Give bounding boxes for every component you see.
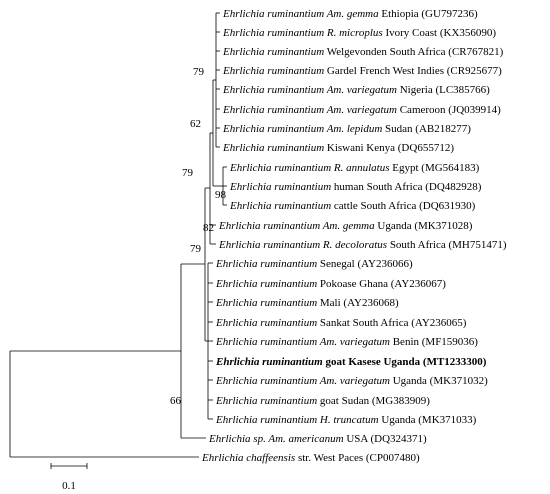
bootstrap-value: 98 bbox=[215, 189, 226, 201]
taxon-label-part: Uganda (MK371033) bbox=[378, 414, 477, 426]
taxon-label bbox=[208, 433, 427, 445]
taxon-label-part: Ehrlichia ruminantium bbox=[230, 181, 332, 193]
taxon-label bbox=[222, 142, 454, 154]
taxon-label-part: str. West Paces (CP007480) bbox=[295, 452, 420, 464]
scale-bar-label: 0.1 bbox=[62, 480, 76, 492]
taxon-label-part: Ehrlichia ruminantium bbox=[223, 84, 325, 96]
taxon-label bbox=[215, 375, 488, 387]
taxon-label-part: Ehrlichia ruminantium bbox=[216, 297, 318, 309]
taxon-label-part: Pokoase Ghana (AY236067) bbox=[317, 278, 446, 290]
taxon-label bbox=[222, 46, 504, 58]
taxon-label-part: Ehrlichia ruminantium bbox=[216, 414, 318, 426]
taxon-label-part: Ehrlichia ruminantium bbox=[223, 8, 325, 20]
taxon-label-part: Sankat South Africa (AY236065) bbox=[317, 317, 467, 329]
taxon-label-part: Am. variegatum bbox=[317, 375, 390, 387]
taxon-label-part: goat Kasese Uganda (MT1233300) bbox=[322, 356, 487, 368]
taxon-label-part: Ehrlichia ruminantium bbox=[223, 65, 325, 77]
taxon-label-part: R. microplus bbox=[324, 27, 383, 39]
taxon-label-part: Ehrlichia sp. bbox=[209, 433, 266, 445]
taxon-label-part: R. decoloratus bbox=[320, 239, 388, 251]
taxon-label-part: Ehrlichia ruminantium bbox=[223, 123, 325, 135]
taxon-label-part: Mali (AY236068) bbox=[317, 297, 399, 309]
taxon-label-part: Ehrlichia ruminantium bbox=[223, 104, 325, 116]
taxon-label-part: cattle South Africa (DQ631930) bbox=[331, 200, 476, 212]
taxon-label-part: Am. americanum bbox=[265, 433, 344, 445]
taxon-label bbox=[215, 395, 430, 407]
taxon-label bbox=[222, 123, 471, 135]
taxon-label bbox=[215, 356, 487, 368]
taxon-label-part: Ehrlichia ruminantium bbox=[216, 375, 318, 387]
taxon-label bbox=[215, 317, 467, 329]
taxon-label bbox=[215, 414, 477, 426]
taxon-label-part: USA (DQ324371) bbox=[343, 433, 427, 445]
taxon-label-part: South Africa (MH751471) bbox=[387, 239, 507, 251]
taxon-label bbox=[215, 336, 478, 348]
taxon-label-part: R. annulatus bbox=[331, 162, 390, 174]
bootstrap-value: 79 bbox=[190, 243, 201, 255]
bootstrap-value: 66 bbox=[170, 395, 181, 407]
taxon-label-part: Ehrlichia ruminantium bbox=[216, 395, 318, 407]
taxon-label-part: Ehrlichia ruminantium bbox=[230, 162, 332, 174]
taxon-labels bbox=[201, 8, 507, 464]
taxon-label-part: Am. gemma bbox=[324, 8, 379, 20]
taxon-label bbox=[201, 452, 420, 464]
taxon-label-part: Benin (MF159036) bbox=[389, 336, 478, 348]
taxon-label-part: Ivory Coast (KX356090) bbox=[382, 27, 497, 39]
taxon-label-part: Kiswani Kenya (DQ655712) bbox=[324, 142, 454, 154]
taxon-label-part: Ehrlichia ruminantium bbox=[223, 46, 325, 58]
taxon-label bbox=[215, 258, 413, 270]
taxon-label bbox=[222, 65, 502, 77]
taxon-label-part: Nigeria (LC385766) bbox=[396, 84, 490, 96]
taxon-label-part: Welgevonden South Africa (CR767821) bbox=[324, 46, 504, 58]
taxon-label-part: Ehrlichia ruminantium bbox=[216, 278, 318, 290]
taxon-label bbox=[222, 84, 490, 96]
taxon-label-part: Am. variegatum bbox=[317, 336, 390, 348]
taxon-label-part: Ehrlichia ruminantium bbox=[223, 27, 325, 39]
taxon-label-part: Egypt (MG564183) bbox=[389, 162, 480, 174]
taxon-label-part: Am. gemma bbox=[320, 220, 375, 232]
taxon-label-part: Ehrlichia ruminantium bbox=[223, 142, 325, 154]
taxon-label-part: Ehrlichia ruminantium bbox=[230, 200, 332, 212]
taxon-label-part: Ehrlichia ruminantium bbox=[216, 336, 318, 348]
taxon-label-part: Am. lepidum bbox=[324, 123, 383, 135]
taxon-label-part: Uganda (MK371032) bbox=[389, 375, 488, 387]
taxon-label-part: human South Africa (DQ482928) bbox=[331, 181, 482, 193]
taxon-label bbox=[222, 8, 478, 20]
taxon-label-part: Am. variegatum bbox=[324, 84, 397, 96]
taxon-label-part: Ethiopia (GU797236) bbox=[378, 8, 478, 20]
taxon-label-part: Ehrlichia chaffeensis bbox=[202, 452, 296, 464]
taxon-label-part: Ehrlichia ruminantium bbox=[216, 317, 318, 329]
taxon-label bbox=[215, 278, 446, 290]
taxon-label-part: Ehrlichia ruminantium bbox=[216, 356, 323, 368]
taxon-label-part: Gardel French West Indies (CR925677) bbox=[324, 65, 502, 77]
taxon-label bbox=[218, 239, 507, 251]
taxon-label bbox=[222, 104, 501, 116]
taxon-label bbox=[218, 220, 473, 232]
taxon-label bbox=[229, 162, 480, 174]
bootstrap-value: 79 bbox=[193, 66, 204, 78]
taxon-label bbox=[222, 27, 496, 39]
taxon-label-part: Ehrlichia ruminantium bbox=[219, 239, 321, 251]
taxon-label-part: Ehrlichia ruminantium bbox=[219, 220, 321, 232]
taxon-label-part: H. truncatum bbox=[317, 414, 379, 426]
taxon-label-part: Senegal (AY236066) bbox=[317, 258, 413, 270]
taxon-label-part: goat Sudan (MG383909) bbox=[317, 395, 430, 407]
tree-branches bbox=[10, 13, 227, 457]
taxon-label-part: Am. variegatum bbox=[324, 104, 397, 116]
bootstrap-value: 79 bbox=[182, 167, 193, 179]
bootstrap-value: 62 bbox=[190, 118, 201, 130]
taxon-label bbox=[215, 297, 399, 309]
taxon-label bbox=[229, 200, 476, 212]
taxon-label-part: Cameroon (JQ039914) bbox=[396, 104, 501, 116]
taxon-label-part: Sudan (AB218277) bbox=[382, 123, 471, 135]
taxon-label bbox=[229, 181, 482, 193]
taxon-label-part: Uganda (MK371028) bbox=[374, 220, 473, 232]
bootstrap-value: 82 bbox=[203, 222, 214, 234]
scale-bar bbox=[51, 463, 87, 492]
taxon-label-part: Ehrlichia ruminantium bbox=[216, 258, 318, 270]
